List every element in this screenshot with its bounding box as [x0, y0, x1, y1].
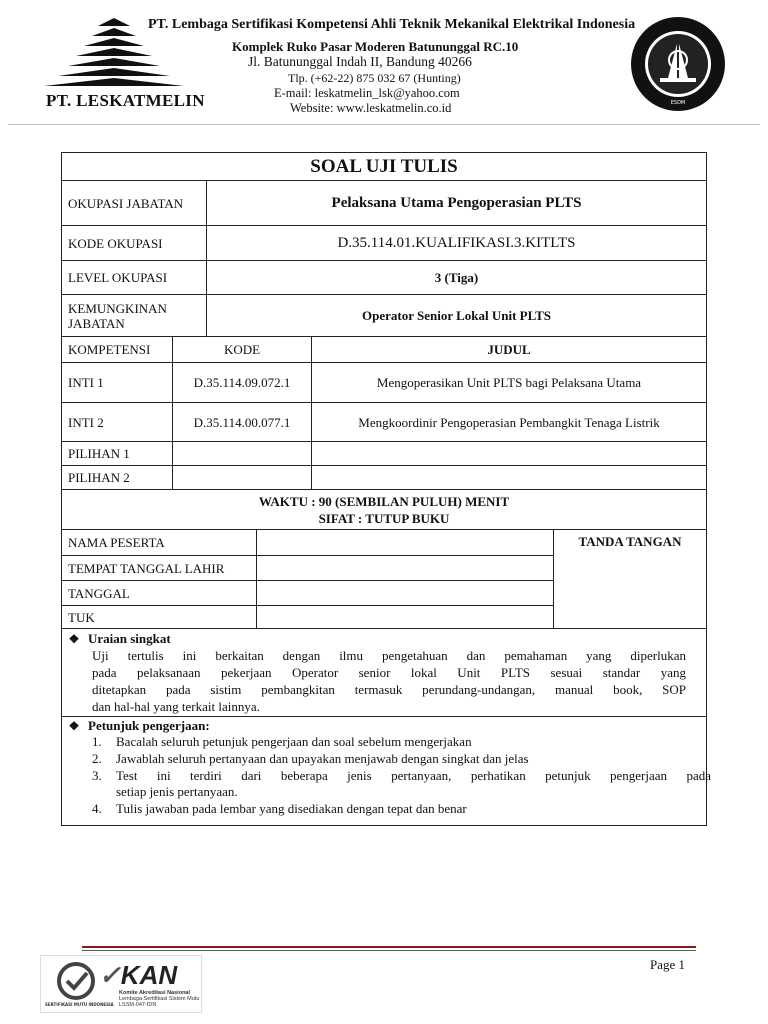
table-row-judul: [312, 442, 706, 466]
okupasi-value: Pelaksana Utama Pengoperasian PLTS: [207, 181, 706, 226]
tanggal-label: TANGGAL: [62, 581, 257, 606]
company-address-2: Jl. Batununggal Indah II, Bandung 40266: [248, 54, 472, 69]
table-row-type: PILIHAN 2: [62, 466, 173, 490]
table-row-kode: [173, 466, 312, 490]
uraian-line: Uji tertulis ini berkaitan dengan ilmu pengetahuan dan pemahaman yang diperlukan: [92, 648, 686, 663]
kan-caption: [119, 990, 199, 1008]
petunjuk-title-row: [68, 718, 210, 734]
judul-header: JUDUL: [312, 337, 706, 363]
kan-caption-line: LSSM-047-IDN: [119, 1002, 157, 1008]
list-item-text: setiap jenis pertanyaan.: [116, 784, 238, 799]
footer-divider: [82, 946, 696, 948]
kode-okupasi-value: D.35.114.01.KUALIFIKASI.3.KITLTS: [207, 226, 706, 261]
footer-divider-thin: [82, 950, 696, 951]
kan-caption-line: Lembaga Sertifikasi Sistem Mutu: [119, 996, 200, 1002]
kemungkinan-jabatan-label: KEMUNGKINAN JABATAN: [62, 295, 207, 337]
diamond-bullet-icon: ❖: [68, 632, 80, 646]
nama-peserta-label: NAMA PESERTA: [62, 530, 257, 556]
list-item-text: Jawablah seluruh pertanyaan dan upayakan menjawab dengan singkat dan jelas: [116, 751, 529, 766]
uraian-body: [92, 647, 686, 715]
uraian-section: [62, 629, 706, 717]
list-item-number: 3.: [92, 768, 102, 783]
table-row-kode: [173, 442, 312, 466]
level-okupasi-label: LEVEL OKUPASI: [62, 261, 207, 295]
table-row-type: INTI 1: [62, 363, 173, 403]
certification-check-icon: [57, 962, 95, 1000]
table-row-judul: Mengkoordinir Pengoperasian Pembangkit Tenaga Listrik: [312, 403, 706, 442]
kan-accreditation-logo: [40, 955, 202, 1013]
cert-caption: SERTIFIKASI MUTU INDONESIA: [45, 1002, 114, 1007]
uraian-line: dan hal-hal yang terkait lainnya.: [92, 699, 260, 714]
table-row-kode: D.35.114.09.072.1: [173, 363, 312, 403]
test-form: [61, 152, 711, 826]
okupasi-label: OKUPASI JABATAN: [62, 181, 207, 226]
check-mark-icon: ✓: [99, 960, 121, 990]
table-row-kode: D.35.114.00.077.1: [173, 403, 312, 442]
uraian-title-row: [68, 631, 171, 647]
svg-text:ESDM: ESDM: [670, 100, 686, 106]
page-number: Page 1: [650, 957, 686, 972]
company-short-name: PT. LESKATMELIN: [46, 91, 205, 110]
tempat-tanggal-lahir-label: TEMPAT TANGGAL LAHIR: [62, 556, 257, 581]
tuk-field[interactable]: [257, 606, 554, 629]
letterhead: [0, 0, 768, 125]
kode-okupasi-label: KODE OKUPASI: [62, 226, 207, 261]
list-item-number: 1.: [92, 734, 102, 749]
tuk-label: TUK: [62, 606, 257, 629]
kemungkinan-jabatan-value: Operator Senior Lokal Unit PLTS: [207, 295, 706, 337]
table-row-judul: Mengoperasikan Unit PLTS bagi Pelaksana Utama: [312, 363, 706, 403]
uraian-title: Uraian singkat: [88, 631, 171, 646]
uraian-line: ditetapkan pada sistim pembangkitan termasuk perundang-undangan, manual book, SOP: [92, 682, 686, 697]
list-item-text: Test ini terdiri dari beberapa jenis pertanyaan, perhatikan petunjuk pengerjaan pada: [116, 768, 711, 783]
list-item-number: 2.: [92, 751, 102, 766]
sifat-text: SIFAT : TUTUP BUKU: [318, 511, 450, 526]
header-divider: [8, 124, 760, 125]
table-row-judul: [312, 466, 706, 490]
list-item-text: Bacalah seluruh petunjuk pengerjaan dan soal sebelum mengerjakan: [116, 734, 472, 749]
petunjuk-section: [62, 717, 711, 825]
kan-wordmark: [99, 960, 177, 991]
tanda-tangan-label: TANDA TANGAN: [578, 534, 682, 549]
nama-peserta-field[interactable]: [257, 530, 554, 556]
petunjuk-title: Petunjuk pengerjaan:: [88, 718, 210, 733]
tanggal-field[interactable]: [257, 581, 554, 606]
uraian-line: pada pelaksanaan pekerjaan Operator senior lokal Unit PLTS sesuai standar yang: [92, 665, 686, 680]
list-item-text: Tulis jawaban pada lembar yang disediakan dengan tepat dan benar: [116, 801, 467, 816]
diamond-bullet-icon: ❖: [68, 719, 80, 733]
form-title: SOAL UJI TULIS: [62, 153, 706, 181]
kode-header: KODE: [173, 337, 312, 363]
tanda-tangan-box[interactable]: [554, 530, 706, 629]
company-website: Website: www.leskatmelin.co.id: [290, 101, 452, 115]
waktu-text: WAKTU : 90 (SEMBILAN PULUH) MENIT: [258, 494, 510, 509]
table-row-type: PILIHAN 1: [62, 442, 173, 466]
list-item-number: 4.: [92, 801, 102, 816]
company-phone: Tlp. (+62-22) 875 032 67 (Hunting): [288, 71, 461, 85]
kan-caption-line: Komite Akreditasi Nasional: [119, 990, 191, 996]
level-okupasi-value: 3 (Tiga): [207, 261, 706, 295]
tempat-tanggal-lahir-field[interactable]: [257, 556, 554, 581]
company-address-1: Komplek Ruko Pasar Moderen Batununggal RC.10: [232, 39, 519, 54]
kompetensi-header: KOMPETENSI: [62, 337, 173, 363]
table-row-type: INTI 2: [62, 403, 173, 442]
kan-wordmark-text: KAN: [120, 960, 178, 990]
waktu-sifat-block: [62, 490, 706, 530]
company-email: E-mail: leskatmelin_lsk@yahoo.com: [274, 86, 460, 100]
company-name: PT. Lembaga Sertifikasi Kompetensi Ahli Teknik Mekanikal Elektrikal Indonesia: [148, 17, 636, 32]
ministry-seal-icon: [630, 16, 726, 112]
